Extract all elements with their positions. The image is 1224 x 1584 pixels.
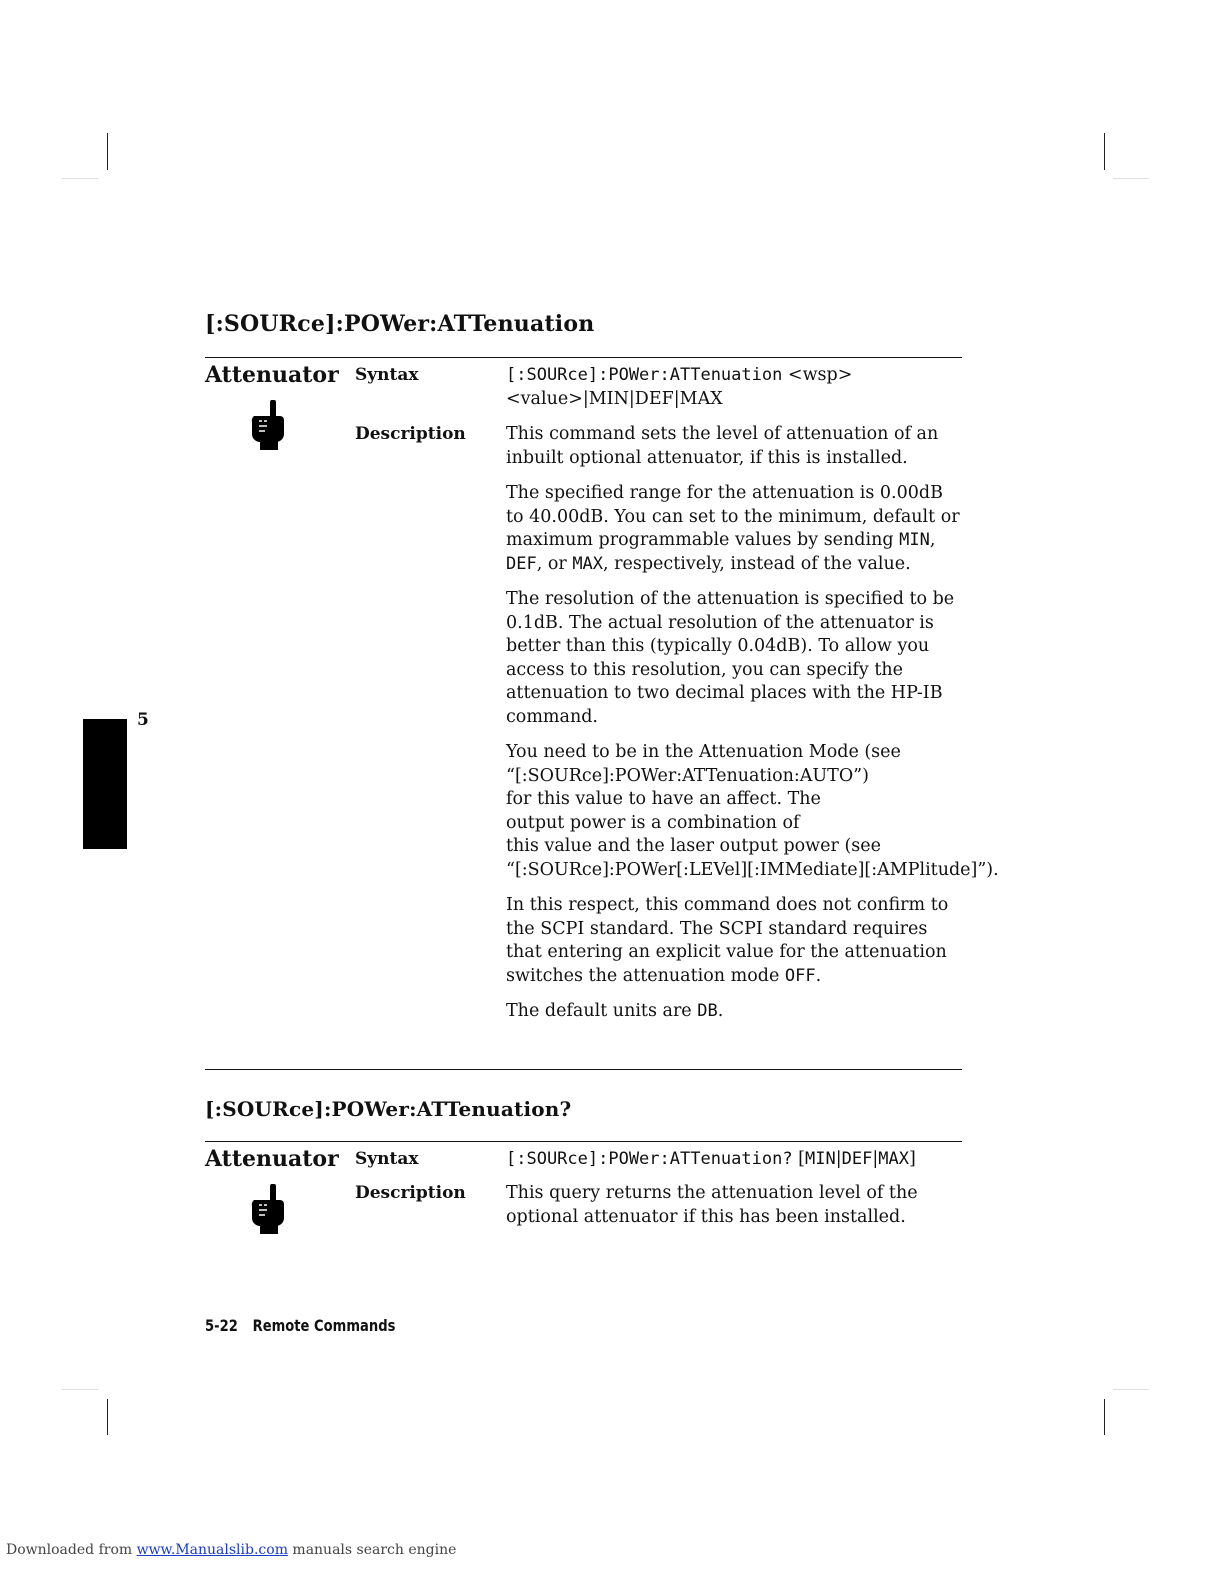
description-label: Description xyxy=(355,1183,466,1203)
crop-mark-bottom-left xyxy=(107,1399,108,1435)
syntax-block xyxy=(506,364,1016,411)
syntax-params: <value>|MIN|DEF|MAX xyxy=(506,388,723,409)
chapter-tab xyxy=(83,719,127,849)
syntax-label: Syntax xyxy=(355,1149,419,1169)
description-paragraph-scpi: In this respect, this command does not confirm to the SCPI standard. The SCPI standard requires that entering an explicit value for the attenuation switches the attenuation mode OFF. xyxy=(506,895,949,986)
crop-mark-bottom-right-h xyxy=(1113,1389,1149,1390)
crop-mark-top-left xyxy=(107,133,108,170)
crop-mark-bottom-left-h xyxy=(62,1389,98,1390)
syntax-command: [:SOURce]:POWer:ATTenuation xyxy=(506,365,783,385)
syntax-block-query: [:SOURce]:POWer:ATTenuation? [MIN|DEF|MAX] xyxy=(506,1149,916,1169)
footer-title: Remote Commands xyxy=(252,1316,396,1335)
crop-mark-top-left-h xyxy=(62,178,98,179)
description-paragraph-resolution: The resolution of the attenuation is specified to be 0.1dB. The actual resolution of the attenuator is better than this (typically 0.04dB). To allow you access to this resolution, you can specify the attenuation to two decimal places with the HP-IB command. xyxy=(506,589,955,727)
pointing-hand-icon xyxy=(248,399,288,451)
section-rule xyxy=(205,357,962,358)
description-block xyxy=(506,423,1016,1036)
section-rule xyxy=(205,1141,962,1142)
description-paragraph: This command sets the level of attenuation of an inbuilt optional attenuator, if this is installed. xyxy=(506,424,939,468)
description-label: Description xyxy=(355,424,466,444)
crop-mark-top-right xyxy=(1104,133,1105,170)
description-paragraph-mode: You need to be in the Attenuation Mode (see “[:SOURce]:POWer:ATTenuation:AUTO”) for this value to have an affect. The output power is a combination of this value and the laser output power (see “[:SOURce]:POWer[:LEVel][:IMMediate][:AMPlitude]”). xyxy=(506,742,999,880)
query-description: This query returns the attenuation level of the optional attenuator if this has been installed. xyxy=(506,1183,918,1227)
crop-mark-top-right-h xyxy=(1113,178,1149,179)
category-label: Attenuator xyxy=(205,362,339,388)
chapter-number: 5 xyxy=(137,710,149,730)
page-footer xyxy=(205,1316,395,1335)
description-paragraph-units: The default units are DB. xyxy=(506,1001,724,1021)
manualslib-link[interactable]: www.Manualslib.com xyxy=(136,1542,288,1558)
page-number: 5-22 xyxy=(205,1316,238,1335)
syntax-command: [:SOURce]:POWer:ATTenuation? xyxy=(506,1149,793,1169)
category-label: Attenuator xyxy=(205,1146,339,1172)
crop-mark-bottom-right xyxy=(1104,1399,1105,1435)
section-heading-attenuation: [:SOURce]:POWer:ATTenuation xyxy=(205,311,595,337)
syntax-label: Syntax xyxy=(355,365,419,385)
description-paragraph-range: The specified range for the attenuation is 0.00dB to 40.00dB. You can set to the minimum, default or maximum programmable values by sending MIN, DEF, or MAX, respectively, instead of the value. xyxy=(506,483,960,574)
download-banner: Downloaded from www.Manualslib.com manuals search engine xyxy=(6,1542,457,1558)
syntax-wsp: <wsp> xyxy=(782,365,853,385)
section-heading-attenuation-query: [:SOURce]:POWer:ATTenuation? xyxy=(205,1097,572,1121)
section-end-rule xyxy=(205,1069,962,1070)
pointing-hand-icon xyxy=(248,1183,288,1235)
